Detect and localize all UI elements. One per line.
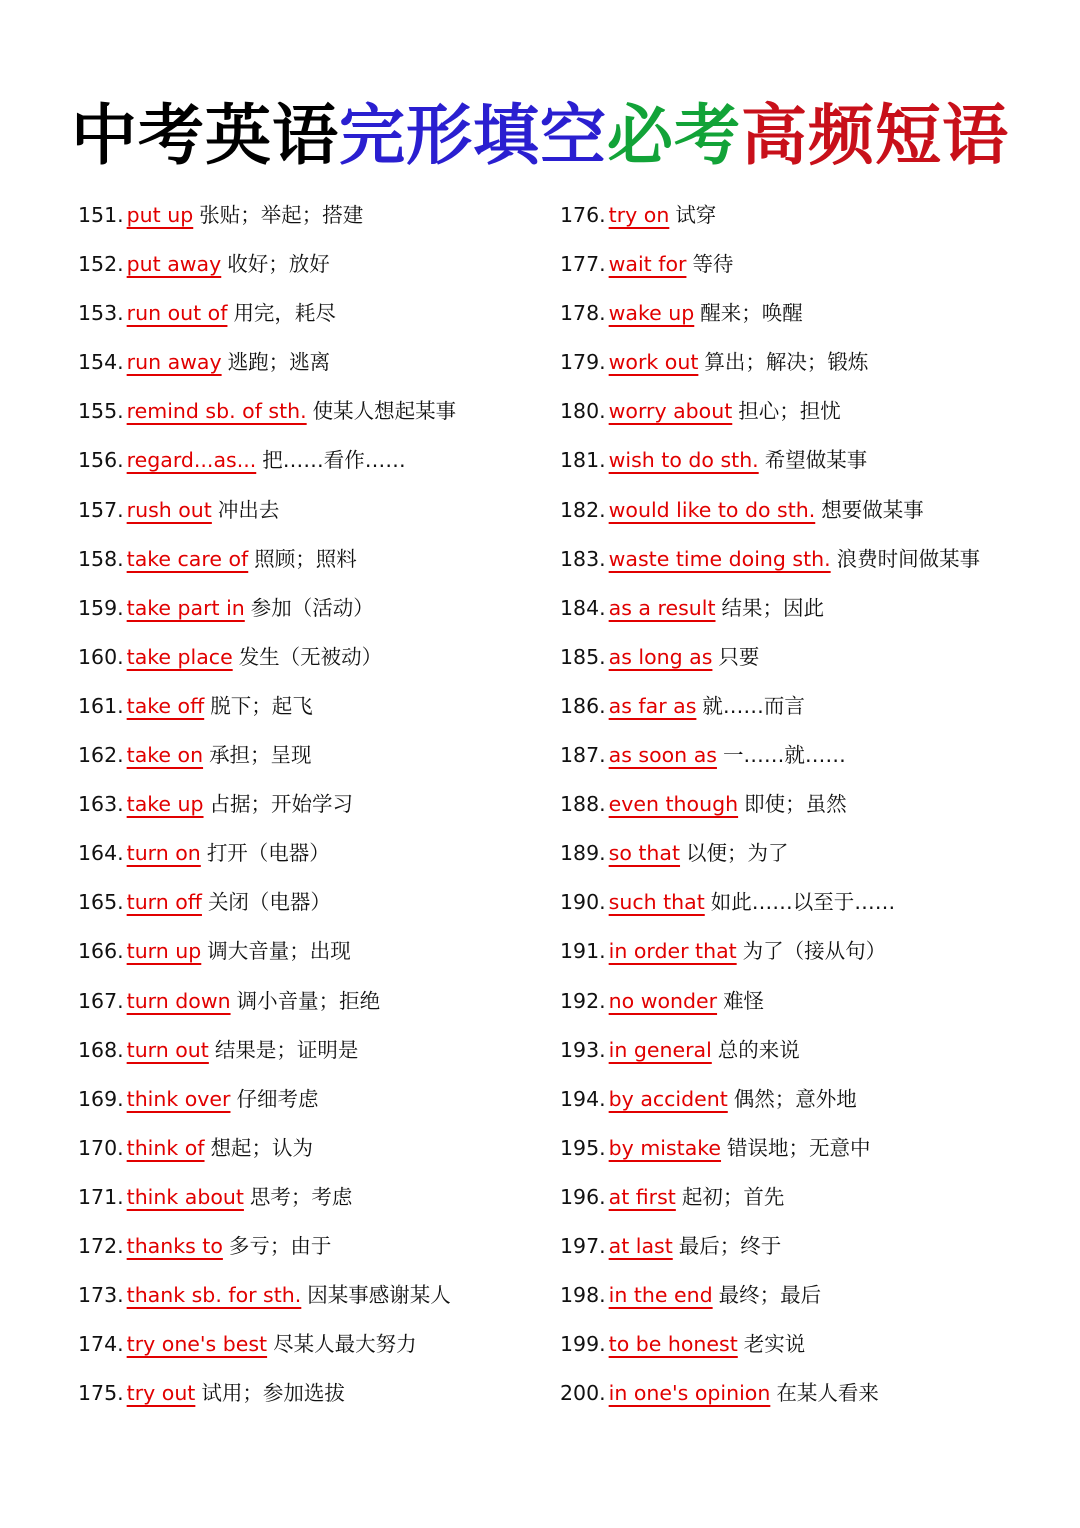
phrase-chinese: 总的来说 xyxy=(717,1037,800,1062)
phrase-english: would like to do sth. xyxy=(608,497,816,522)
phrase-chinese: 想要做某事 xyxy=(821,497,924,522)
phrase-english: thank sb. for sth. xyxy=(126,1283,302,1308)
phrase-item xyxy=(78,1323,456,1372)
phrase-english: put up xyxy=(126,203,194,227)
phrase-item xyxy=(78,243,456,292)
phrase-number: 174. xyxy=(78,1332,124,1357)
phrase-number: 179. xyxy=(560,350,606,375)
phrase-item xyxy=(78,881,456,930)
phrase-english: think over xyxy=(126,1086,231,1111)
phrase-chinese: 希望做某事 xyxy=(764,448,868,473)
phrase-item xyxy=(560,1029,980,1078)
phrase-english: regard...as... xyxy=(126,448,257,473)
phrase-item xyxy=(560,1274,980,1323)
phrase-chinese: 尽某人最大努力 xyxy=(273,1332,417,1357)
phrase-chinese: 脱下；起飞 xyxy=(210,693,313,718)
phrase-item xyxy=(560,636,980,685)
phrase-item xyxy=(78,636,456,685)
phrase-chinese: 等待 xyxy=(692,252,734,277)
page-title xyxy=(0,96,1080,176)
phrase-item xyxy=(560,1127,980,1176)
phrase-chinese: 试用；参加选拔 xyxy=(201,1381,345,1406)
phrase-item xyxy=(560,489,980,538)
phrase-chinese: 关闭（电器） xyxy=(207,890,331,915)
phrase-item xyxy=(78,685,456,734)
phrase-english: take on xyxy=(126,743,204,768)
phrase-chinese: 逃跑；逃离 xyxy=(227,350,331,375)
phrase-english: take part in xyxy=(126,595,245,620)
phrase-item xyxy=(560,1323,980,1372)
phrase-number: 188. xyxy=(560,792,606,817)
phrase-chinese: 结果；因此 xyxy=(721,595,824,620)
phrase-number: 165. xyxy=(78,890,124,915)
phrase-item xyxy=(78,734,456,783)
phrase-number: 156. xyxy=(78,448,124,473)
phrase-item xyxy=(560,1176,980,1225)
phrase-number: 154. xyxy=(78,350,124,375)
phrase-number: 190. xyxy=(560,890,606,915)
title-part-2: 完形填空 xyxy=(339,97,607,174)
phrase-item xyxy=(560,390,980,439)
phrase-chinese: 因某事感谢某人 xyxy=(307,1283,451,1308)
phrase-number: 181. xyxy=(560,448,606,473)
phrase-chinese: 老实说 xyxy=(743,1332,806,1357)
phrase-item xyxy=(78,832,456,881)
phrase-number: 199. xyxy=(560,1332,606,1357)
phrase-chinese: 在某人看来 xyxy=(776,1381,879,1406)
phrase-chinese: 错误地；无意中 xyxy=(727,1135,871,1160)
phrase-chinese: 调大音量；出现 xyxy=(207,939,351,964)
phrase-item xyxy=(560,439,980,488)
phrase-item xyxy=(78,341,456,390)
phrase-number: 193. xyxy=(560,1037,606,1062)
phrase-english: as long as xyxy=(608,644,713,669)
phrase-chinese: 思考；考虑 xyxy=(249,1184,353,1209)
phrase-english: waste time doing sth. xyxy=(608,546,831,571)
phrase-chinese: 醒来；唤醒 xyxy=(700,301,803,326)
phrase-number: 153. xyxy=(78,301,124,326)
phrase-number: 157. xyxy=(78,497,124,522)
phrase-number: 166. xyxy=(78,939,124,964)
phrase-number: 163. xyxy=(78,792,124,817)
phrase-chinese: 担心；担忧 xyxy=(738,399,841,424)
phrase-number: 164. xyxy=(78,841,124,866)
phrase-english: as far as xyxy=(608,693,697,718)
phrase-english: by accident xyxy=(608,1086,728,1111)
phrase-number: 162. xyxy=(78,743,124,768)
phrase-chinese: 承担；呈现 xyxy=(209,743,312,768)
phrase-english: work out xyxy=(608,350,699,375)
phrase-item xyxy=(78,1274,456,1323)
phrase-number: 167. xyxy=(78,988,124,1013)
phrase-chinese: 以便；为了 xyxy=(686,841,789,866)
phrase-chinese: 浪费时间做某事 xyxy=(836,546,981,571)
phrase-english: rush out xyxy=(126,497,212,522)
phrase-item xyxy=(78,538,456,587)
phrase-number: 196. xyxy=(560,1184,606,1209)
phrase-item xyxy=(560,243,980,292)
phrase-english: as a result xyxy=(608,595,716,620)
phrase-number: 176. xyxy=(560,203,606,227)
phrase-chinese: 就……而言 xyxy=(702,693,805,718)
phrase-english: at first xyxy=(608,1184,676,1209)
phrase-chinese: 占据；开始学习 xyxy=(209,792,354,817)
phrase-english: in the end xyxy=(608,1283,713,1308)
phrase-number: 186. xyxy=(560,693,606,718)
phrase-chinese: 使某人想起某事 xyxy=(312,399,457,424)
phrase-number: 198. xyxy=(560,1283,606,1308)
phrase-chinese: 起初；首先 xyxy=(681,1184,785,1209)
phrase-item xyxy=(560,881,980,930)
phrase-english: run out of xyxy=(126,301,228,326)
phrase-chinese: 想起；认为 xyxy=(210,1135,314,1160)
phrase-english: in one's opinion xyxy=(608,1381,771,1406)
phrase-chinese: 只要 xyxy=(718,644,760,669)
phrase-item xyxy=(560,980,980,1029)
phrase-item xyxy=(560,832,980,881)
phrase-english: wish to do sth. xyxy=(608,448,759,473)
phrase-chinese: 张贴；举起；搭建 xyxy=(199,203,364,227)
phrase-item xyxy=(560,587,980,636)
phrase-english: even though xyxy=(608,792,739,817)
phrase-item xyxy=(78,1127,456,1176)
phrase-number: 168. xyxy=(78,1037,124,1062)
phrase-chinese: 把……看作…… xyxy=(262,448,406,473)
phrase-number: 173. xyxy=(78,1283,124,1308)
phrase-english: think of xyxy=(126,1135,205,1160)
phrase-number: 178. xyxy=(560,301,606,326)
phrase-number: 177. xyxy=(560,252,606,277)
phrase-english: in general xyxy=(608,1037,712,1062)
phrase-item xyxy=(78,1078,456,1127)
phrase-list-left xyxy=(78,194,456,1421)
phrase-item xyxy=(78,1176,456,1225)
phrase-chinese: 多亏；由于 xyxy=(228,1233,332,1258)
phrase-english: thanks to xyxy=(126,1233,223,1258)
phrase-item xyxy=(78,292,456,341)
phrase-number: 187. xyxy=(560,743,606,768)
phrase-english: remind sb. of sth. xyxy=(126,399,307,424)
phrase-item xyxy=(78,489,456,538)
phrase-list-right xyxy=(560,194,980,1421)
title-part-3: 必考 xyxy=(607,97,741,174)
phrase-english: put away xyxy=(126,252,222,277)
phrase-item xyxy=(560,1225,980,1274)
phrase-chinese: 最后；终于 xyxy=(678,1233,782,1258)
phrase-chinese: 最终；最后 xyxy=(718,1283,822,1308)
phrase-number: 180. xyxy=(560,399,606,424)
phrase-number: 191. xyxy=(560,939,606,964)
phrase-english: by mistake xyxy=(608,1135,722,1160)
phrase-english: try on xyxy=(608,203,670,227)
phrase-chinese: 收好；放好 xyxy=(227,252,330,277)
phrase-chinese: 算出；解决；锻炼 xyxy=(704,350,869,375)
phrase-english: turn on xyxy=(126,841,201,866)
phrase-english: turn out xyxy=(126,1037,209,1062)
phrase-english: turn up xyxy=(126,939,202,964)
phrase-chinese: 偶然；意外地 xyxy=(733,1086,857,1111)
phrase-item xyxy=(78,783,456,832)
phrase-english: such that xyxy=(608,890,705,915)
phrase-chinese: 参加（活动） xyxy=(250,595,374,620)
phrase-english: take up xyxy=(126,792,204,817)
phrase-number: 189. xyxy=(560,841,606,866)
phrase-number: 158. xyxy=(78,546,124,571)
phrase-chinese: 调小音量；拒绝 xyxy=(236,988,381,1013)
phrase-number: 185. xyxy=(560,644,606,669)
phrase-chinese: 用完，耗尽 xyxy=(233,301,336,326)
phrase-number: 184. xyxy=(560,595,606,620)
phrase-item xyxy=(78,930,456,979)
phrase-chinese: 发生（无被动） xyxy=(238,644,383,669)
phrase-chinese: 试穿 xyxy=(675,203,717,227)
phrase-item xyxy=(78,1225,456,1274)
phrase-number: 197. xyxy=(560,1233,606,1258)
phrase-english: as soon as xyxy=(608,743,717,768)
phrase-english: run away xyxy=(126,350,222,375)
phrase-item xyxy=(560,292,980,341)
phrase-item xyxy=(560,341,980,390)
phrase-item xyxy=(560,1078,980,1127)
phrase-chinese: 冲出去 xyxy=(217,497,280,522)
phrase-english: worry about xyxy=(608,399,733,424)
phrase-number: 151. xyxy=(78,203,124,227)
phrase-english: no wonder xyxy=(608,988,718,1013)
phrase-item xyxy=(560,783,980,832)
phrase-item xyxy=(78,439,456,488)
phrase-number: 195. xyxy=(560,1135,606,1160)
phrase-item xyxy=(560,194,980,243)
title-part-1: 中考英语 xyxy=(71,97,339,174)
title-part-4: 高频短语 xyxy=(741,97,1009,174)
phrase-number: 155. xyxy=(78,399,124,424)
phrase-english: take place xyxy=(126,644,233,669)
phrase-item xyxy=(78,587,456,636)
phrase-english: take off xyxy=(126,693,205,718)
phrase-english: take care of xyxy=(126,546,249,571)
phrase-english: think about xyxy=(126,1184,244,1209)
phrase-chinese: 即使；虽然 xyxy=(744,792,847,817)
phrase-english: in order that xyxy=(608,939,737,964)
phrase-item xyxy=(560,734,980,783)
phrase-chinese: 照顾；照料 xyxy=(254,546,357,571)
phrase-english: at last xyxy=(608,1233,673,1258)
phrase-number: 159. xyxy=(78,595,124,620)
phrase-english: turn down xyxy=(126,988,231,1013)
phrase-english: so that xyxy=(608,841,681,866)
phrase-item xyxy=(78,1372,456,1421)
phrase-number: 172. xyxy=(78,1233,124,1258)
phrase-english: try one's best xyxy=(126,1332,268,1357)
phrase-item xyxy=(78,390,456,439)
phrase-chinese: 一……就…… xyxy=(722,743,846,768)
phrase-number: 171. xyxy=(78,1184,124,1209)
phrase-number: 169. xyxy=(78,1086,124,1111)
phrase-item xyxy=(78,1029,456,1078)
phrase-number: 170. xyxy=(78,1135,124,1160)
phrase-english: wait for xyxy=(608,252,687,277)
phrase-english: to be honest xyxy=(608,1332,738,1357)
phrase-item xyxy=(560,1372,980,1421)
phrase-number: 192. xyxy=(560,988,606,1013)
phrase-item xyxy=(560,930,980,979)
phrase-number: 182. xyxy=(560,497,606,522)
phrase-chinese: 难怪 xyxy=(723,988,765,1013)
phrase-item xyxy=(78,194,456,243)
phrase-item xyxy=(560,538,980,587)
phrase-number: 183. xyxy=(560,546,606,571)
phrase-chinese: 如此……以至于…… xyxy=(710,890,896,915)
phrase-number: 160. xyxy=(78,644,124,669)
phrase-item xyxy=(560,685,980,734)
phrase-english: wake up xyxy=(608,301,695,326)
phrase-item xyxy=(78,980,456,1029)
phrase-number: 152. xyxy=(78,252,124,277)
phrase-number: 200. xyxy=(560,1381,606,1406)
phrase-number: 161. xyxy=(78,693,124,718)
phrase-number: 175. xyxy=(78,1381,124,1406)
phrase-chinese: 结果是；证明是 xyxy=(214,1037,359,1062)
phrase-chinese: 为了（接从句） xyxy=(742,939,887,964)
phrase-chinese: 打开（电器） xyxy=(206,841,330,866)
phrase-english: try out xyxy=(126,1381,196,1406)
phrase-number: 194. xyxy=(560,1086,606,1111)
phrase-chinese: 仔细考虑 xyxy=(236,1086,319,1111)
phrase-english: turn off xyxy=(126,890,202,915)
